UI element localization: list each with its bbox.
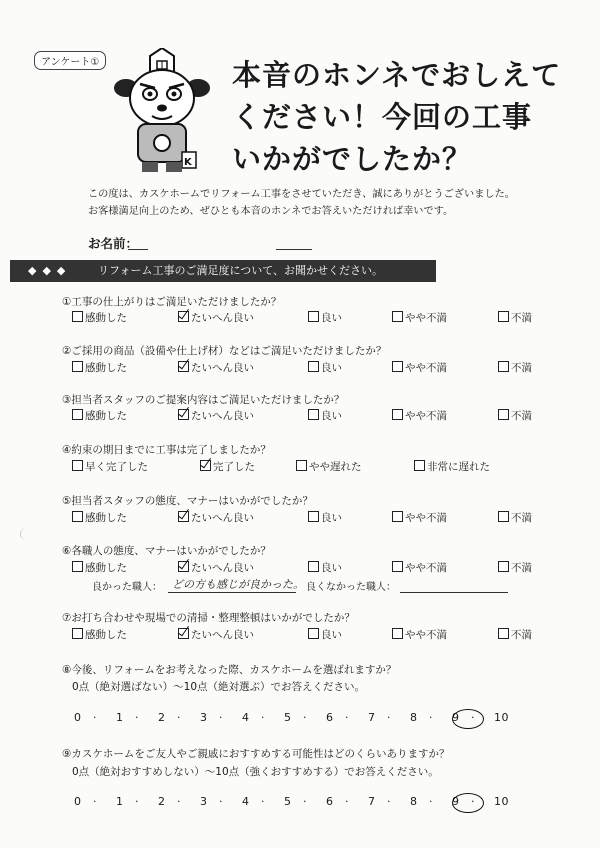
q8-dot: · — [429, 711, 433, 724]
q8-scale — [74, 711, 513, 724]
q1-option-2[interactable]: たいへん良い — [178, 310, 254, 325]
q5-checkbox-2[interactable] — [178, 511, 189, 522]
question-4: ④約束の期日までに工事は完了しましたか？ — [62, 444, 271, 456]
q6-checkbox-1[interactable] — [72, 561, 83, 572]
q5-option-5[interactable]: 不満 — [498, 510, 532, 525]
q8-score-7[interactable]: 7 — [368, 711, 376, 724]
q9-score-6[interactable]: 6 — [326, 795, 334, 808]
q8-dot: · — [177, 711, 181, 724]
survey-tag: アンケート① — [34, 51, 106, 70]
q5-checkbox-3[interactable] — [308, 511, 319, 522]
question-3: ③担当者スタッフのご提案内容はご満足いただけましたか？ — [62, 394, 345, 406]
q2-option-2[interactable]: たいへん良い — [178, 360, 254, 375]
q8-dot: · — [345, 711, 349, 724]
q6-option-2[interactable]: たいへん良い — [178, 560, 254, 575]
q8-score-2[interactable]: 2 — [158, 711, 166, 724]
q8-dot: · — [93, 711, 97, 724]
headline-line-3: いかがでしたか？ — [232, 142, 473, 176]
q9-dot: · — [93, 795, 97, 808]
q8-score-4[interactable]: 4 — [242, 711, 250, 724]
q7-option-2[interactable]: たいへん良い — [178, 627, 254, 642]
punch-hole-mark — [20, 528, 33, 540]
question-2: ②ご採用の商品（設備や仕上げ材）などはご満足いただけましたか？ — [62, 345, 387, 357]
bad-craftsman-line[interactable] — [400, 592, 508, 593]
mascot-illustration — [112, 48, 212, 178]
q2-option-4[interactable]: やや不満 — [392, 360, 447, 375]
q5-option-4[interactable]: やや不満 — [392, 510, 447, 525]
q9-score-8[interactable]: 8 — [410, 795, 418, 808]
intro-line-1: この度は、カスケホームでリフォーム工事をさせていただき、誠にありがとうございました。 — [88, 189, 515, 200]
q3-option-2[interactable]: たいへん良い — [178, 408, 254, 423]
section-title: リフォーム工事のご満足度について、お聞かせください。 — [98, 264, 384, 277]
q9-dot: · — [345, 795, 349, 808]
question-8-instruction: 0点（絶対選ばない）～10点（絶対選ぶ）でお答えください。 — [72, 681, 366, 693]
q4-option-2[interactable]: 完了した — [200, 459, 255, 474]
q6-checkbox-2[interactable] — [178, 561, 189, 572]
q9-dot: · — [471, 795, 475, 808]
mascot-badge: K — [184, 157, 192, 168]
q5-checkbox-1[interactable] — [72, 511, 83, 522]
q8-score-3[interactable]: 3 — [200, 711, 208, 724]
q9-score-3[interactable]: 3 — [200, 795, 208, 808]
q9-dot: · — [177, 795, 181, 808]
q1-checkbox-4[interactable] — [392, 311, 403, 322]
intro-line-2: お客様満足向上のため、ぜひとも本音のホンネでお答えいただければ幸いです。 — [88, 206, 454, 217]
q3-option-5[interactable]: 不満 — [498, 408, 532, 423]
q4-option-4[interactable]: 非常に遅れた — [414, 459, 490, 474]
q4-option-3[interactable]: やや遅れた — [296, 459, 362, 474]
q8-dot: · — [387, 711, 391, 724]
q7-checkbox-2[interactable] — [178, 628, 189, 639]
q8-dot: · — [471, 711, 475, 724]
q5-option-3[interactable]: 良い — [308, 510, 342, 525]
q9-scale — [74, 795, 513, 808]
q3-checkbox-2[interactable] — [178, 409, 189, 420]
q1-option-4[interactable]: やや不満 — [392, 310, 447, 325]
q3-checkbox-1[interactable] — [72, 409, 83, 420]
q9-score-7[interactable]: 7 — [368, 795, 376, 808]
q2-checkbox-3[interactable] — [308, 361, 319, 372]
q8-dot: · — [135, 711, 139, 724]
q8-score-0[interactable]: 0 — [74, 711, 82, 724]
q7-option-1[interactable]: 感動した — [72, 627, 127, 642]
q8-dot: · — [219, 711, 223, 724]
q1-option-1[interactable]: 感動した — [72, 310, 127, 325]
headline — [232, 54, 562, 180]
q7-checkbox-1[interactable] — [72, 628, 83, 639]
good-craftsman-line — [168, 592, 296, 593]
name-label: お名前： — [88, 236, 139, 251]
q3-option-3[interactable]: 良い — [308, 408, 342, 423]
q9-score-5[interactable]: 5 — [284, 795, 292, 808]
good-craftsman-answer[interactable]: どの方も感じが良かった。 — [172, 578, 304, 591]
q9-dot: · — [303, 795, 307, 808]
q5-checkbox-5[interactable] — [498, 511, 509, 522]
q9-score-2[interactable]: 2 — [158, 795, 166, 808]
q7-checkbox-4[interactable] — [392, 628, 403, 639]
q1-checkbox-3[interactable] — [308, 311, 319, 322]
q6-option-4[interactable]: やや不満 — [392, 560, 447, 575]
q7-option-5[interactable]: 不満 — [498, 627, 532, 642]
name-underline — [128, 249, 148, 250]
intro-text — [88, 186, 515, 220]
question-9-instruction: 0点（絶対おすすめしない）～10点（強くおすすめする）でお答えください。 — [72, 766, 439, 778]
q3-checkbox-5[interactable] — [498, 409, 509, 420]
q8-score-9[interactable]: 9 — [452, 711, 460, 724]
q6-option-5[interactable]: 不満 — [498, 560, 532, 575]
headline-line-2: ください！今回の工事 — [232, 100, 533, 134]
q1-option-5[interactable]: 不満 — [498, 310, 532, 325]
q8-selected-circle — [452, 709, 484, 729]
q1-checkbox-5[interactable] — [498, 311, 509, 322]
q8-dot: · — [303, 711, 307, 724]
q7-checkbox-5[interactable] — [498, 628, 509, 639]
q2-checkbox-1[interactable] — [72, 361, 83, 372]
q8-score-5[interactable]: 5 — [284, 711, 292, 724]
q4-checkbox-3[interactable] — [296, 460, 307, 471]
q9-dot: · — [219, 795, 223, 808]
q9-score-10[interactable]: 10 — [494, 795, 509, 808]
q5-option-1[interactable]: 感動した — [72, 510, 127, 525]
q9-score-9[interactable]: 9 — [452, 795, 460, 808]
question-6: ⑥各職人の態度、マナーはいかがでしたか？ — [62, 545, 271, 557]
q6-checkbox-3[interactable] — [308, 561, 319, 572]
q6-checkbox-4[interactable] — [392, 561, 403, 572]
q6-option-1[interactable]: 感動した — [72, 560, 127, 575]
q8-score-1[interactable]: 1 — [116, 711, 124, 724]
q8-dot: · — [261, 711, 265, 724]
q4-checkbox-1[interactable] — [72, 460, 83, 471]
q2-option-3[interactable]: 良い — [308, 360, 342, 375]
section-diamonds: ◆◆◆ — [28, 264, 72, 277]
good-craftsman-label: 良かった職人： — [92, 582, 162, 593]
question-8: ⑧今後、リフォームをお考えなった際、カスケホームを選ばれますか？ — [62, 664, 397, 676]
section-header — [10, 260, 436, 282]
q5-checkbox-4[interactable] — [392, 511, 403, 522]
q6-option-3[interactable]: 良い — [308, 560, 342, 575]
q3-option-1[interactable]: 感動した — [72, 408, 127, 423]
q2-checkbox-5[interactable] — [498, 361, 509, 372]
q1-checkbox-1[interactable] — [72, 311, 83, 322]
q7-option-4[interactable]: やや不満 — [392, 627, 447, 642]
q9-dot: · — [387, 795, 391, 808]
q3-checkbox-4[interactable] — [392, 409, 403, 420]
question-1: ①工事の仕上がりはご満足いただけましたか？ — [62, 296, 282, 308]
q9-selected-circle — [452, 793, 484, 813]
q2-option-1[interactable]: 感動した — [72, 360, 127, 375]
q7-option-3[interactable]: 良い — [308, 627, 342, 642]
q7-checkbox-3[interactable] — [308, 628, 319, 639]
headline-line-1: 本音のホンネでおしえて — [232, 58, 562, 92]
q8-score-8[interactable]: 8 — [410, 711, 418, 724]
q9-score-4[interactable]: 4 — [242, 795, 250, 808]
q9-score-0[interactable]: 0 — [74, 795, 82, 808]
q1-checkbox-2[interactable] — [178, 311, 189, 322]
q4-checkbox-2[interactable] — [200, 460, 211, 471]
q4-checkbox-4[interactable] — [414, 460, 425, 471]
q1-option-3[interactable]: 良い — [308, 310, 342, 325]
q2-checkbox-4[interactable] — [392, 361, 403, 372]
q2-option-5[interactable]: 不満 — [498, 360, 532, 375]
bad-craftsman-label: 良くなかった職人： — [306, 582, 396, 593]
q3-option-4[interactable]: やや不満 — [392, 408, 447, 423]
q3-checkbox-3[interactable] — [308, 409, 319, 420]
q5-option-2[interactable]: たいへん良い — [178, 510, 254, 525]
q6-checkbox-5[interactable] — [498, 561, 509, 572]
name-underline-2 — [276, 249, 312, 250]
q8-score-6[interactable]: 6 — [326, 711, 334, 724]
q4-option-1[interactable]: 早く完了した — [72, 459, 148, 474]
q9-dot: · — [261, 795, 265, 808]
q9-dot: · — [429, 795, 433, 808]
q8-score-10[interactable]: 10 — [494, 711, 509, 724]
q2-checkbox-2[interactable] — [178, 361, 189, 372]
question-5: ⑤担当者スタッフの態度、マナーはいかがでしたか？ — [62, 495, 313, 507]
q9-dot: · — [135, 795, 139, 808]
question-9: ⑨カスケホームをご友人やご親戚におすすめする可能性はどのくらいありますか？ — [62, 748, 450, 760]
question-7: ⑦お打ち合わせや現場での清掃・整理整頓はいかがでしたか？ — [62, 612, 355, 624]
q9-score-1[interactable]: 1 — [116, 795, 124, 808]
